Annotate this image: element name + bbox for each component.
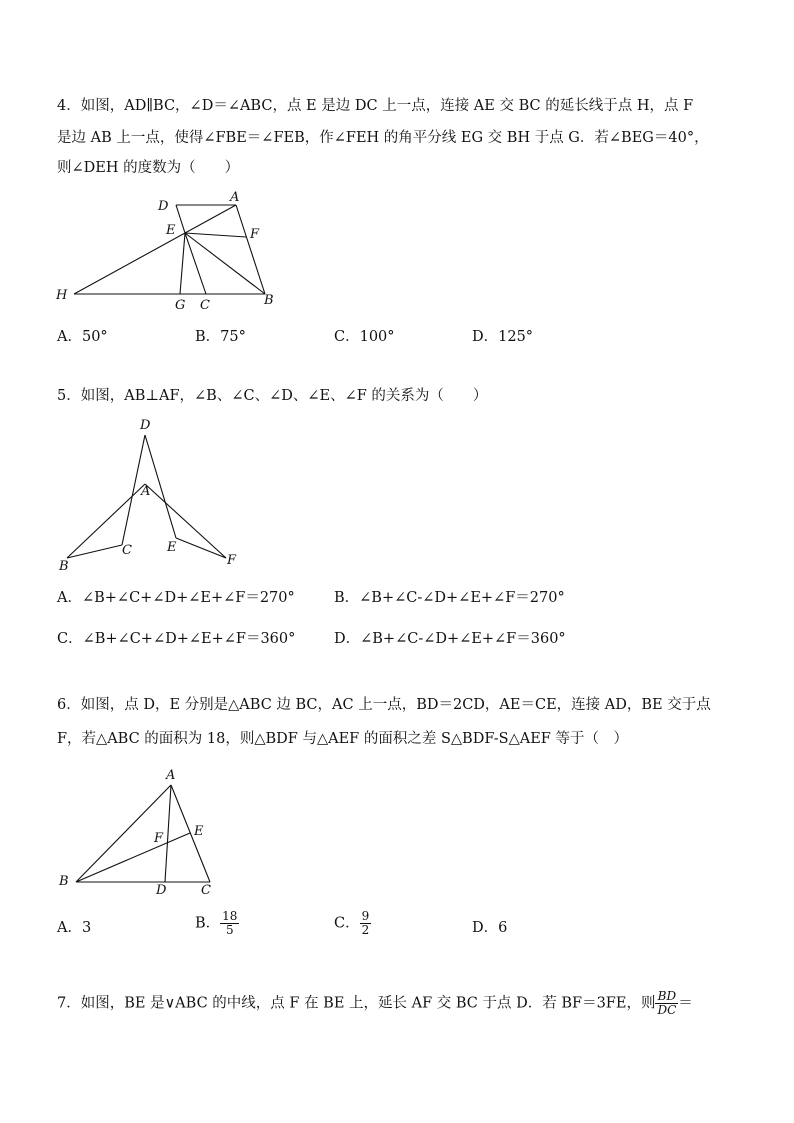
q7-fraction [655, 990, 678, 1017]
q5-label-e: E [167, 540, 177, 555]
q4-figure [50, 188, 290, 313]
q4-stem-line3: 则∠DEH 的度数为（ ） [57, 160, 240, 176]
q4-stem-line1: 4．如图，AD∥BC，∠D＝∠ABC，点 E 是边 DC 上一点，连接 AE 交 BC 的延长线于点 H，点 F [57, 98, 694, 114]
q6-option-c-prefix: C． [334, 915, 360, 932]
q4-label-h: H [56, 288, 68, 303]
q5-label-b: B [59, 559, 69, 574]
q7-stem-text: 7．如图，BE 是∨ABC 的中线，点 F 在 BE 上，延长 AF 交 BC 于点 D．若 BF＝3FE，则 [57, 995, 656, 1012]
q7-fraction-numerator: BD [655, 990, 678, 1004]
q6-option-b [195, 910, 239, 937]
q4-option-c: C．100° [334, 329, 395, 345]
q4-label-b: B [264, 293, 274, 308]
q7-stem [57, 990, 693, 1017]
q6-label-c: C [201, 883, 211, 898]
q6-option-b-numerator: 18 [222, 909, 238, 923]
q5-option-a: A．∠B+∠C+∠D+∠E+∠F＝270° [57, 590, 295, 606]
q6-option-d: D．6 [472, 920, 508, 936]
q5-label-d: D [140, 418, 151, 433]
q5-option-b: B．∠B+∠C-∠D+∠E+∠F＝270° [334, 590, 565, 606]
q5-label-f: F [227, 553, 237, 568]
q6-figure [50, 765, 230, 900]
q6-option-c-denominator: 2 [361, 923, 370, 937]
q5-stem-line1: 5．如图，AB⊥AF，∠B、∠C、∠D、∠E、∠F 的关系为（ ） [57, 388, 488, 404]
q4-label-g: G [175, 298, 186, 313]
q6-label-a: A [166, 768, 176, 783]
q6-option-c-numerator: 9 [361, 909, 370, 923]
q6-label-e: E [194, 824, 204, 839]
q5-label-c: C [122, 543, 132, 558]
q4-label-a: A [230, 190, 240, 205]
q6-option-a: A．3 [57, 920, 92, 936]
q4-label-d: D [158, 199, 169, 214]
q4-stem-line2: 是边 AB 上一点，使得∠FBE＝∠FEB，作∠FEH 的角平分线 EG 交 BH 于点 G．若∠BEG＝40°， [57, 130, 709, 146]
q4-option-b: B．75° [195, 329, 246, 345]
q6-stem-line2: F，若△ABC 的面积为 18，则△BDF 与△AEF 的面积之差 S△BDF-S△AEF 等于（ ） [57, 731, 628, 747]
q5-label-a: A [141, 484, 151, 499]
q4-label-c: C [200, 298, 210, 313]
q7-fraction-denominator: DC [657, 1003, 677, 1017]
q4-option-d: D．125° [472, 329, 534, 345]
q6-option-b-fraction [220, 910, 239, 937]
q6-label-b: B [59, 874, 69, 889]
q6-option-c-fraction [360, 910, 372, 937]
q6-label-d: D [156, 883, 167, 898]
q6-option-b-denominator: 5 [225, 923, 234, 937]
q5-option-d: D．∠B+∠C-∠D+∠E+∠F＝360° [334, 631, 566, 647]
q5-option-c: C．∠B+∠C+∠D+∠E+∠F＝360° [57, 631, 296, 647]
q7-suffix: ＝ [678, 995, 693, 1012]
q5-figure [50, 413, 250, 578]
q6-option-c [334, 910, 371, 937]
q6-label-f: F [154, 831, 164, 846]
q4-option-a: A．50° [57, 329, 108, 345]
q4-label-e: E [166, 223, 176, 238]
q4-label-f: F [250, 227, 260, 242]
q6-option-b-prefix: B． [195, 915, 221, 932]
q6-stem-line1: 6．如图，点 D，E 分别是△ABC 边 BC，AC 上一点，BD＝2CD，AE＝CE，连接 AD，BE 交于点 [57, 697, 711, 713]
